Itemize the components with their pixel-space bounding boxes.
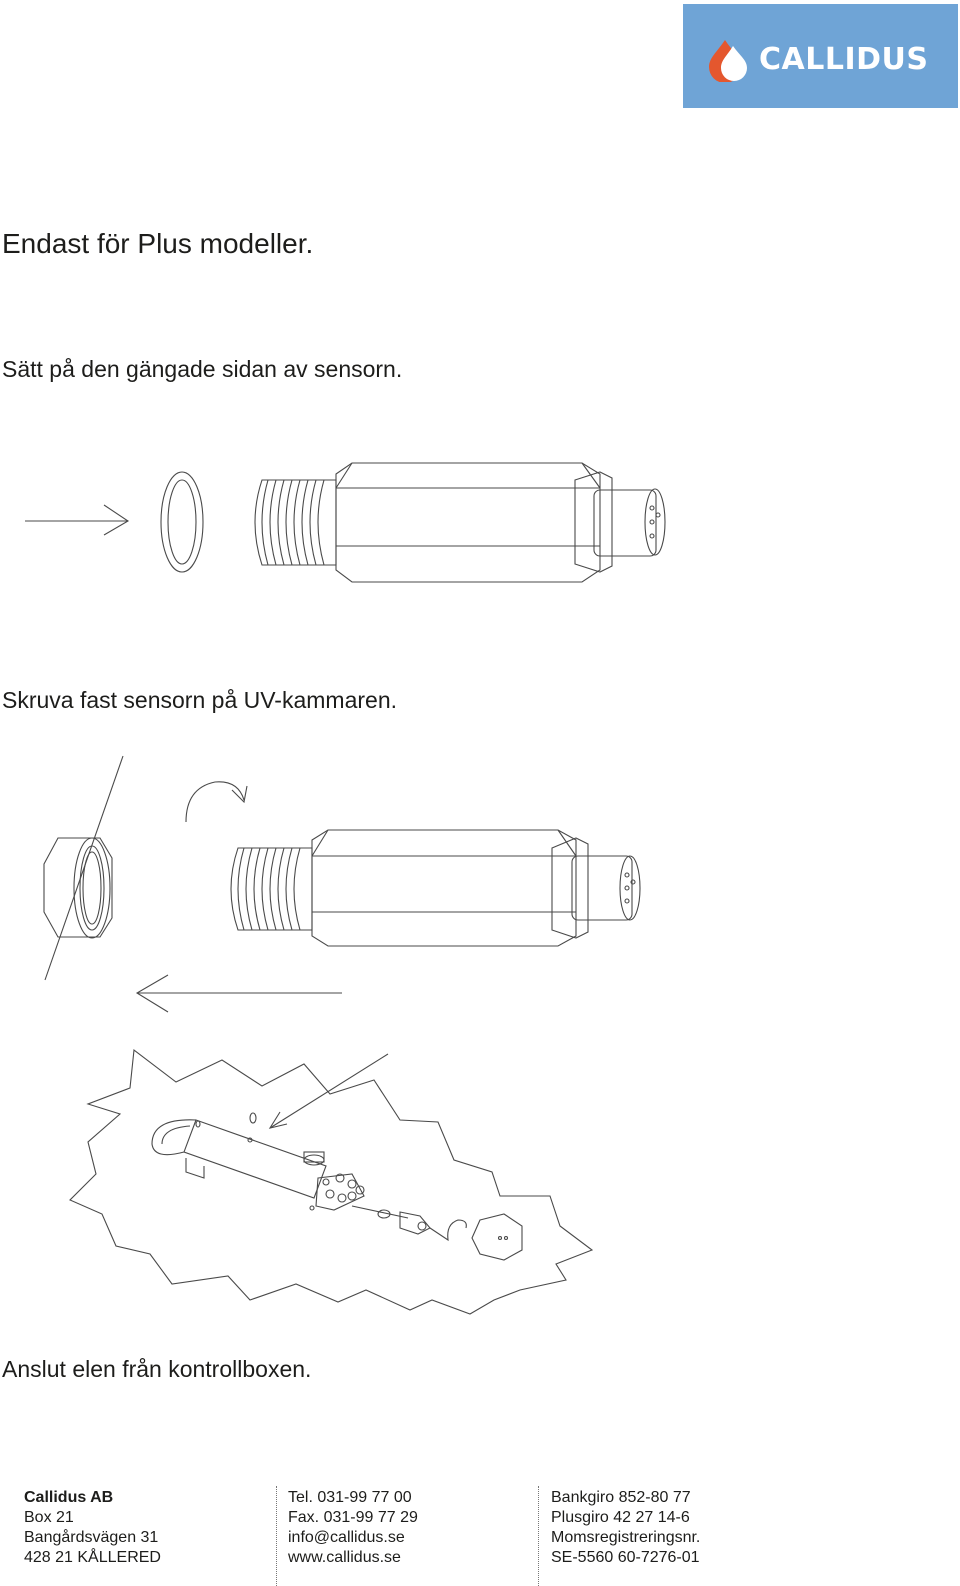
uv-chamber-illustration (0, 1045, 700, 1320)
callidus-logo (683, 4, 958, 108)
step-3-text: Anslut elen från kontrollboxen. (2, 1356, 312, 1382)
sensor-nut-illustration (0, 750, 700, 1020)
plusgiro: Plusgiro 42 27 14-6 (551, 1509, 690, 1526)
postal-box: Box 21 (24, 1509, 74, 1526)
sensor-shape (231, 830, 640, 946)
footer (0, 1486, 960, 1586)
footer-contact-column (276, 1486, 536, 1586)
nut-shape (44, 838, 112, 938)
uv-chamber-shape (152, 1113, 466, 1240)
step-2-text: Skruva fast sensorn på UV-kammaren. (2, 687, 397, 713)
vat-number: SE-5560 60-7276-01 (551, 1549, 700, 1566)
sensor-shape (255, 463, 665, 582)
brand-name: CALLIDUS (759, 42, 929, 77)
arrow-left-icon (137, 975, 342, 1012)
website-link[interactable]: www.callidus.se (288, 1549, 401, 1566)
rotate-arrow-icon (186, 782, 247, 822)
vat-label: Momsregistreringsnr. (551, 1529, 701, 1546)
postal-city: 428 21 KÅLLERED (24, 1549, 161, 1566)
page-heading: Endast för Plus modeller. (2, 228, 314, 259)
water-drop-icon (703, 38, 753, 82)
company-name: Callidus AB (24, 1489, 114, 1506)
sensor-oring-illustration (0, 455, 700, 595)
footer-finance-column (538, 1486, 798, 1586)
email-link[interactable]: info@callidus.se (288, 1529, 405, 1546)
fax-number: Fax. 031-99 77 29 (288, 1509, 418, 1526)
bankgiro: Bankgiro 852-80 77 (551, 1489, 691, 1506)
end-cap-shape (472, 1214, 522, 1260)
arrow-right-icon (25, 505, 128, 535)
step-1-text: Sätt på den gängade sidan av sensorn. (2, 356, 403, 382)
phone-number: Tel. 031-99 77 00 (288, 1489, 412, 1506)
street-address: Bangårdsvägen 31 (24, 1529, 159, 1546)
o-ring-shape (161, 472, 203, 572)
footer-company-column (24, 1486, 274, 1586)
